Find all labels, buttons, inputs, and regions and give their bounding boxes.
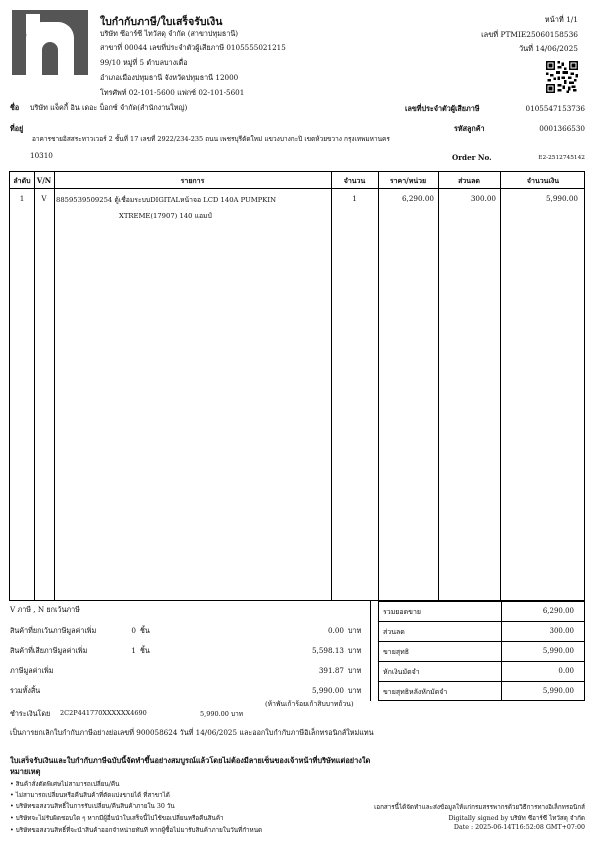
- total-label: รวมทั้งสิ้น: [10, 686, 41, 695]
- vat-note: V ภาษี , N ยกเว้นภาษี: [10, 605, 80, 614]
- company-address-line1: 99/10 หมู่ที่ 5 ตำบลบางเดื่อ: [100, 58, 188, 67]
- customer-address-line1: อาคารชายอิสสระทาวเวอร์ 2 ชั้นที่ 17 เลขที่ 2922/234-235 ถนน เพชรบุรีตัดใหม่ แขวงบางกะปิ เขตห้วยขวาง กรุงเทพมหานคร: [32, 135, 390, 143]
- header-unit-price: ราคา/หน่วย: [389, 176, 427, 185]
- company-logo: [12, 10, 88, 75]
- page-number: หน้าที่ 1/1: [544, 15, 578, 24]
- total-baht: บาท: [348, 686, 362, 695]
- header-no: ลำดับ: [13, 176, 31, 185]
- taxable-unit: ชิ้น: [140, 646, 150, 655]
- paid-amount: 5,990.00 บาท: [200, 710, 244, 718]
- total-amount: 5,990.00: [311, 686, 344, 695]
- company-phone: โทรศัพท์ 02-101-5600 แฟกซ์ 02-101-5601: [100, 88, 245, 97]
- customer-code-label: รหัสลูกค้า: [454, 124, 485, 133]
- header-vn: V/N: [36, 176, 52, 185]
- document-date: วันที่ 14/06/2025: [518, 44, 578, 53]
- taxable-baht: บาท: [348, 646, 362, 655]
- company-branch-tax: สาขาที่ 00044 เลขที่ประจำตัวผู้เสียภาษี 0105555021215: [100, 43, 286, 52]
- vat-label: ภาษีมูลค่าเพิ่ม: [10, 666, 54, 675]
- document-number: เลขที่ PTMIE25060158536: [481, 30, 578, 39]
- summary-row-deposit: หักเงินมัดจำ 0.00: [379, 661, 584, 681]
- exempt-unit: ชิ้น: [140, 626, 150, 635]
- remarks-title: หมายเหตุ: [10, 767, 41, 776]
- paid-by-label: ชำระเงินโดย: [10, 709, 51, 718]
- exempt-amount: 0.00: [327, 626, 344, 635]
- row-description-line2: XTREME(17907) 140 แอมป์: [119, 212, 212, 220]
- customer-address-line2: 10310: [30, 151, 53, 160]
- header-amount: จำนวนเงิน: [526, 176, 560, 185]
- header-quantity: จำนวน: [343, 176, 366, 185]
- digital-signature: Digitally signed by บริษัท ซีอาร์ซี ไทวัสดุ จำกัด: [448, 815, 585, 822]
- customer-tax-id: 0105547153736: [525, 104, 585, 113]
- summary-row-net: ขายสุทธิ 5,990.00: [379, 641, 584, 661]
- customer-code: 0001366530: [539, 124, 585, 133]
- taxable-label: สินค้าที่เสียภาษีมูลค่าเพิ่ม: [10, 646, 88, 655]
- exempt-qty: 0: [131, 626, 136, 635]
- list-item: • บริษัทจะไม่รับผิดชอบใด ๆ หากมีผู้อื่นนำใบเสร็จนี้ไปใช้ขอเปลี่ยนหรือคืนสินค้า: [10, 815, 224, 822]
- complete-document-note: ใบเสร็จรับเงินและใบกำกับภาษีฉบับนี้จัดทำขึ้นอย่างสมบูรณ์แล้วโดยไม่ต้องมีลายเซ็นของเจ้าหน้าที่บริษัทแต่อย่างใด: [10, 756, 371, 765]
- customer-name-label: ชื่อ: [10, 103, 20, 112]
- row-unit-price: 6,290.00: [401, 194, 434, 203]
- taxable-amount: 5,598.13: [311, 646, 344, 655]
- summary-row-net-after-deposit: ขายสุทธิหลังหักมัดจำ 5,990.00: [379, 681, 584, 701]
- cancel-note: เป็นการยกเลิกใบกำกับภาษีอย่างย่อเลขที่ 900058624 วันที่ 14/06/2025 และออกใบกำกับภาษีอิเล็กทรอนิกส์ใหม่แทน: [10, 728, 374, 737]
- header-discount: ส่วนลด: [458, 176, 480, 185]
- total-in-words: (ห้าพันเก้าร้อยเก้าสิบบาทถ้วน): [265, 700, 354, 708]
- row-quantity: 1: [352, 194, 357, 203]
- row-description-line1: 8859539509254 ตู้เชื่อมระบบDIGITALหน้าจอ LCD 140A PUMPKIN: [56, 196, 277, 204]
- items-table: [9, 171, 585, 601]
- summary-row-gross: รวมยอดขาย 6,290.00: [379, 601, 584, 621]
- row-amount: 5,990.00: [545, 194, 578, 203]
- list-item: • ไม่สามารถเปลี่ยนหรือคืนสินค้าที่ตัดแบ่งขายได้ ที่สาขาได้: [10, 792, 170, 799]
- customer-tax-label: เลขที่ประจำตัวผู้เสียภาษี: [405, 104, 480, 113]
- paid-by-reference: 2C2P441770XXXXXX4690: [60, 709, 147, 717]
- exempt-label: สินค้าที่ยกเว้นภาษีมูลค่าเพิ่ม: [10, 626, 97, 635]
- digital-submission-note: เอกสารนี้ได้จัดทำและส่งข้อมูลให้แก่กรมสรรพากรด้วยวิธีการทางอิเล็กทรอนิกส์: [374, 804, 585, 811]
- list-item: • สินค้าสั่งตัดพิเศษไม่สามารถเปลี่ยน/คืน: [10, 781, 120, 788]
- list-item: • บริษัทขอสงวนสิทธิ์ในการรับเปลี่ยน/คืนสินค้าภายใน 30 วัน: [10, 803, 175, 810]
- summary-row-discount: ส่วนลด 300.00: [379, 621, 584, 641]
- qr-code-icon: [546, 61, 578, 93]
- row-discount: 300.00: [470, 194, 496, 203]
- vat-amount: 391.87: [318, 666, 344, 675]
- company-name: บริษัท ซีอาร์ซี ไทวัสดุ จำกัด (สาขาปทุมธานี): [100, 29, 239, 38]
- list-item: • บริษัทขอสงวนสิทธิ์ที่จะนำสินค้าออกจำหน่ายทันที หากผู้ซื้อไม่มารับสินค้าภายในวันที่กำหนด: [10, 827, 263, 834]
- signature-date: Date : 2025-06-14T16:52:08 GMT+07:00: [453, 824, 585, 831]
- row-no: 1: [19, 194, 25, 203]
- vat-baht: บาท: [348, 666, 362, 675]
- row-vn: V: [41, 194, 47, 203]
- header-description: รายการ: [180, 176, 205, 185]
- document-title: ใบกำกับภาษี/ใบเสร็จรับเงิน: [100, 16, 223, 28]
- summary-box: [378, 601, 585, 701]
- company-address-line2: อำเภอเมืองปทุมธานี จังหวัดปทุมธานี 12000: [100, 73, 239, 82]
- customer-address-label: ที่อยู่: [10, 124, 24, 133]
- exempt-baht: บาท: [348, 626, 362, 635]
- taxable-qty: 1: [131, 646, 136, 655]
- order-no-label: Order No.: [452, 153, 492, 162]
- customer-name: บริษัท แจ็คกี้ อิน เดอะ บ็อกซ์ จำกัด(สำนักงานใหญ่): [30, 103, 188, 112]
- order-no: E2-2512745142: [538, 155, 585, 161]
